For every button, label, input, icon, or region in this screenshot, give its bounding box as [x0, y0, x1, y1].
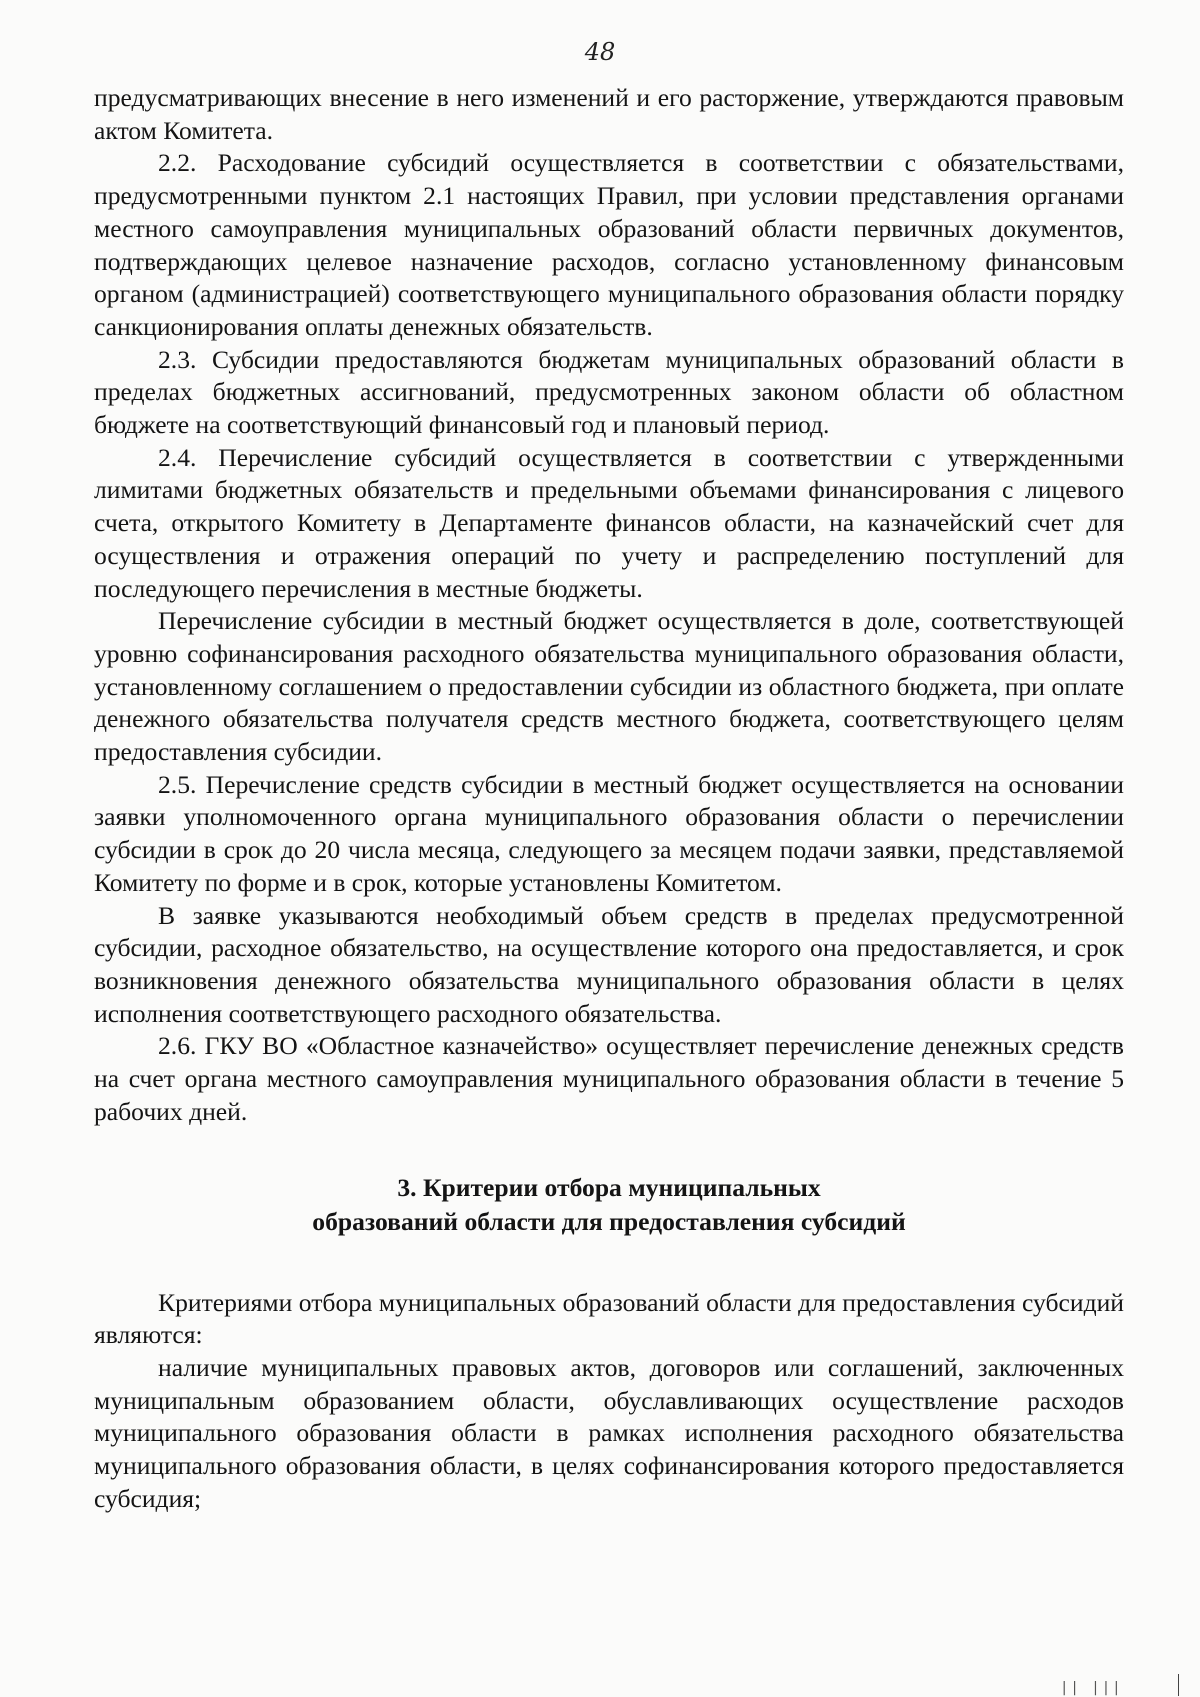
section-heading-line-2: образований области для предоставления субсидий	[312, 1206, 906, 1236]
paragraph-2-3: 2.3. Субсидии предоставляются бюджетам муниципальных образований области в пределах бюджетных ассигнований, предусмотренных законом области об областном бюджете на соответствующий финансовый год и плановый период.	[94, 344, 1124, 440]
page-number: 48	[584, 38, 616, 66]
section-heading-line-1: 3. Критерии отбора муниципальных	[397, 1172, 821, 1202]
scan-artifact-line	[1178, 1674, 1179, 1696]
paragraph-2-6: 2.6. ГКУ ВО «Областное казначейство» осуществляет перечисление денежных средств на счет органа местного самоуправления муниципального образования области в течение 5 рабочих дней.	[94, 1031, 1124, 1126]
paragraph-continuation: предусматривающих внесение в него изменений и его расторжение, утверждаются правовым актом Комитета.	[94, 83, 1124, 145]
paragraph-2-4: 2.4. Перечисление субсидий осуществляется в соответствии с утвержденными лимитами бюджетных обязательств и предельными объемами финансирования с лицевого счета, открытого Комитету в Департаменте финансов области, на казначейский счет для осуществления и отражения операций по учету и распределению поступлений для последующего перечисления в местные бюджеты.	[94, 442, 1124, 603]
paragraph-2-5-application: В заявке указываются необходимый объем средств в пределах предусмотренной субсидии, расходное обязательство, на осуществление которого она предоставляется, и срок возникновения денежного обязательства муниципального образования области в целях исполнения соответствующего расходного обязательства.	[94, 900, 1124, 1028]
scan-artifact-marks: || |||	[1060, 1680, 1123, 1696]
paragraph-2-5: 2.5. Перечисление средств субсидии в местный бюджет осуществляется на основании заявки уполномоченного органа муниципального образования области о перечислении субсидии в срок до 20 числа месяца, следующего за месяцем подачи заявки, представляемой Комитету по форме и в срок, которые установлены Комитетом.	[94, 769, 1124, 897]
document-body	[94, 82, 1124, 1515]
section-heading	[94, 1171, 1124, 1239]
criteria-intro: Критериями отбора муниципальных образований области для предоставления субсидий являются:	[94, 1287, 1124, 1350]
criteria-item-1: наличие муниципальных правовых актов, договоров или соглашений, заключенных муниципальным образованием области, обуславливающих осуществление расходов муниципального образования области в рамках исполнения расходного обязательства муниципального образования области, в целях софинансирования которого предоставляется субсидия;	[94, 1352, 1124, 1513]
paragraph-2-4-transfer: Перечисление субсидии в местный бюджет осуществляется в доле, соответствующей уровню софинансирования расходного обязательства муниципального образования области, установленному соглашением о предоставлении субсидии из областного бюджета, при оплате денежного обязательства получателя средств местного бюджета, соответствующего целям предоставления субсидии.	[94, 606, 1124, 767]
paragraph-2-2: 2.2. Расходование субсидий осуществляется в соответствии с обязательствами, предусмотренными пунктом 2.1 настоящих Правил, при условии представления органами местного самоуправления муниципальных образований области первичных документов, подтверждающих целевое назначение расходов, согласно установленному финансовым органом (администрацией) соответствующего муниципального образования области порядку санкционирования оплаты денежных обязательств.	[94, 148, 1124, 341]
